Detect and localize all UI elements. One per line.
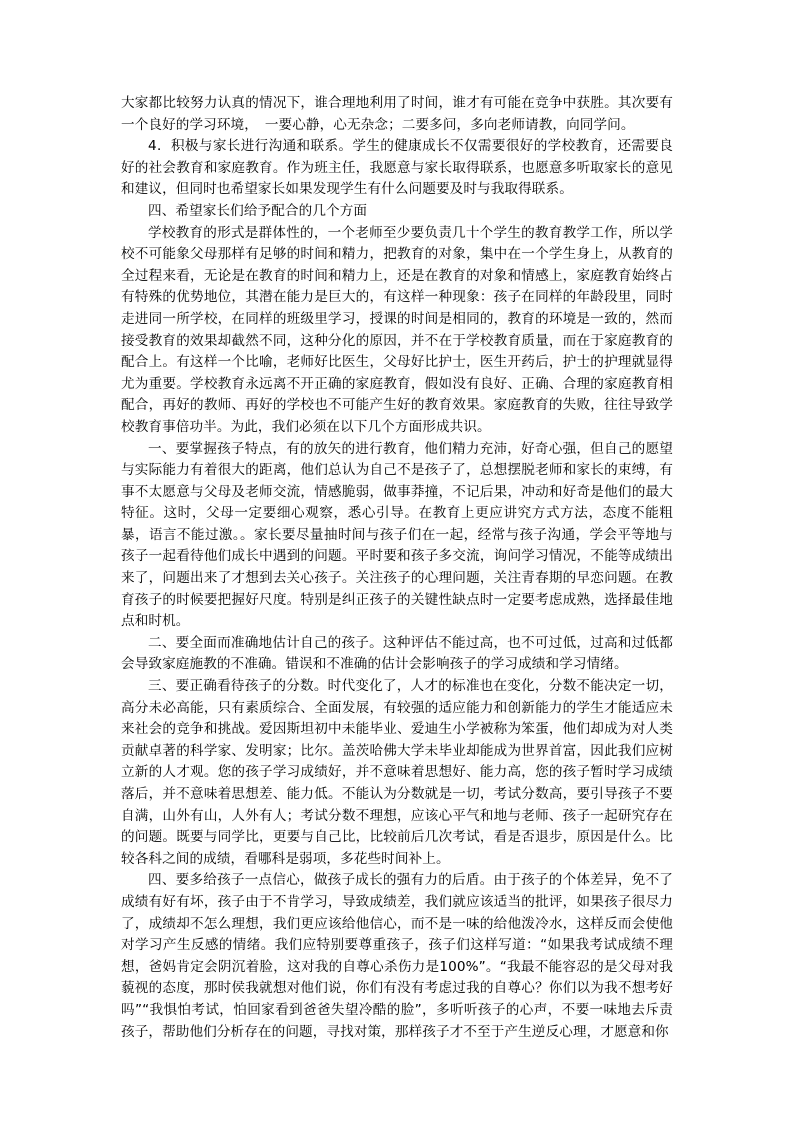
paragraph-point-three: 三、要正确看待孩子的分数。时代变化了，人才的标准也在变化，分数不能决定一切，高分未必高能，只有素质综合、全面发展，有较强的适应能力和创新能力的学生才能适应未来社会的竞争和挑战。爱因斯坦初中未能毕业、爱迪生小学被称为笨蛋，他们却成为对人类贡献卓著的科学家、发明家；比尔。盖茨哈佛大学未毕业却能成为世界首富，因此我们应树立新的人才观。您的孩子学习成绩好，并不意味着思想好、能力高，您的孩子暂时学习成绩落后，并不意味着思想差、能力低。不能认为分数就是一切，考试分数高，要引导孩子不要自满，山外有山，人外有人；考试分数不理想，应该心平气和地与老师、孩子一起研究存在的问题。既要与同学比，更要与自己比，比较前后几次考试，看是否退步，原因是什么。比较各科之间的成绩，看哪科是弱项，多花些时间补上。: [121, 678, 673, 867]
paragraph-parent-communication: 4．积极与家长进行沟通和联系。学生的健康成长不仅需要很好的学校教育，还需要良好的社会教育和家庭教育。作为班主任，我愿意与家长取得联系，也愿意多听取家长的意见和建议，但同时也希望家长如果发现学生有什么问题要及时与我取得联系。: [121, 138, 673, 198]
paragraph-point-four: 四、要多给孩子一点信心，做孩子成长的强有力的后盾。由于孩子的个体差异，免不了成绩有好有坏，孩子由于不肯学习，导致成绩差，我们就应该适当的批评，如果孩子很尽力了，成绩却不怎么理想，我们更应该给他信心，而不是一味的给他泼冷水，这样反而会使他对学习产生反感的情绪。我们应特别要尊重孩子，孩子们这样写道：“如果我考试成绩不理想，爸妈肯定会阴沉着脸，这对我的自尊心杀伤力是100%”。“我最不能容忍的是父母对我藐视的态度，那时侯我就想对他们说，你们有没有考虑过我的自尊心？你们以为我不想考好吗”“我惧怕考试，怕回家看到爸爸失望冷酷的脸”，多听听孩子的心声，不要一味地去斥责孩子，帮助他们分析存在的问题，寻找对策，那样孩子才不至于产生逆反心理，才愿意和你: [121, 872, 673, 1040]
paragraph-school-family-education: 学校教育的形式是群体性的，一个老师至少要负责几十个学生的教育教学工作，所以学校不可能象父母那样有足够的时间和精力，把教育的对象，集中在一个学生身上，从教育的全过程来看，无论是在教育的时间和精力上，还是在教育的对象和情感上，家庭教育始终占有特殊的优势地位，其潜在能力是巨大的，有这样一种现象：孩子在同样的年龄段里，同时走进同一所学校，在同样的班级里学习，授课的时间是相同的，教育的环境是一致的，然而接受教育的效果却截然不同，这种分化的原因，并不在于学校教育质量，而在于家庭教育的配合上。有这样一个比喻，老师好比医生，父母好比护士，医生开药后，护士的护理就显得尤为重要。学校教育永远离不开正确的家庭教育，假如没有良好、正确、合理的家庭教育相配合，再好的教师、再好的学校也不可能产生好的教育效果。家庭教育的失败，往往导致学校教育事倍功半。为此，我们必须在以下几个方面形成共识。: [121, 224, 673, 435]
section-heading-parent-cooperation: 四、希望家长们给予配合的几个方面: [148, 202, 368, 219]
paragraph-point-two: 二、要全面而准确地估计自己的孩子。这种评估不能过高，也不可过低，过高和过低都会导致家庭施教的不准确。错误和不准确的估计会影响孩子的学习成绩和学习情绪。: [121, 634, 673, 673]
paragraph-point-one: 一、要掌握孩子特点，有的放矢的进行教育，他们精力充沛，好奇心强，但自己的愿望与实际能力有着很大的距离，他们总认为自己不是孩子了，总想摆脱老师和家长的束缚，有事不太愿意与父母及老师交流，情感脆弱，做事莽撞，不记后果，冲动和好奇是他们的最大特征。这时，父母一定要细心观察，悉心引导。在教育上更应讲究方式方法，态度不能粗暴，语言不能过激。。家长要尽量抽时间与孩子们在一起，经常与孩子沟通，学会平等地与孩子一起看待他们成长中遇到的问题。平时要和孩子多交流，询问学习情况，不能等成绩出来了，问题出来了才想到去关心孩子。关注孩子的心理问题，关注青春期的早恋问题。在教育孩子的时候要把握好尺度。特别是纠正孩子的关键性缺点时一定要考虑成熟，选择最佳地点和时机。: [121, 440, 673, 630]
paragraph-study-environment: 大家都比较努力认真的情况下，谁合理地利用了时间，谁才有可能在竞争中获胜。其次要有一个良好的学习环境， 一要心静，心无杂念；二要多问，多向老师请教，向同学问。: [121, 95, 673, 133]
document-page: [121, 93, 673, 1043]
